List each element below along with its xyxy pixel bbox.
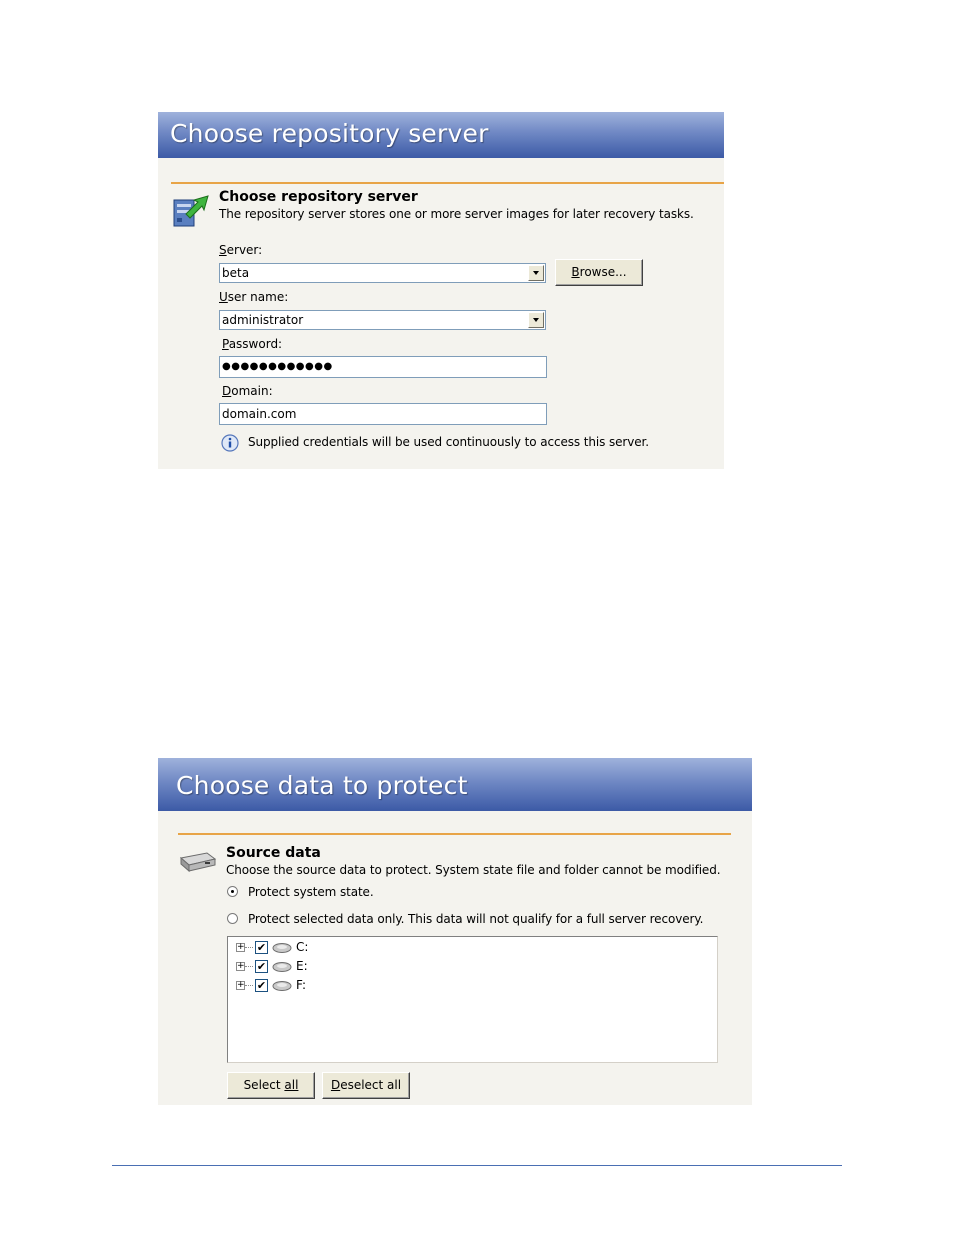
page-footer-rule xyxy=(112,1165,842,1166)
radio-system-state[interactable] xyxy=(227,886,238,897)
domain-label xyxy=(222,384,273,398)
domain-label-key: D xyxy=(222,384,232,398)
repository-server-panel xyxy=(158,112,724,469)
section-divider xyxy=(171,182,724,184)
expand-icon[interactable]: + xyxy=(237,961,245,971)
drive-icon xyxy=(272,980,292,992)
domain-label-rest: omain: xyxy=(231,384,273,398)
password-label-rest: assword: xyxy=(228,337,283,351)
section-divider xyxy=(178,833,731,835)
drive-tree[interactable] xyxy=(227,936,718,1063)
section-heading: Choose repository server xyxy=(219,189,418,205)
server-value: beta xyxy=(222,266,250,280)
checkbox-e[interactable]: ✔ xyxy=(256,960,267,973)
tree-connector xyxy=(245,985,253,986)
browse-button[interactable] xyxy=(555,259,643,286)
server-dropdown-button[interactable] xyxy=(528,265,544,281)
banner xyxy=(158,758,752,811)
browse-button-key: B xyxy=(571,265,580,279)
banner-title: Choose data to protect xyxy=(176,771,468,800)
deselect-all-button[interactable] xyxy=(322,1072,410,1099)
browse-button-rest: rowse... xyxy=(579,265,627,279)
banner-title: Choose repository server xyxy=(170,119,489,148)
tree-connector xyxy=(245,966,253,967)
select-all-key: all xyxy=(284,1078,299,1092)
select-all-button[interactable] xyxy=(227,1072,315,1099)
radio-selected-data-label: Protect selected data only. This data will not qualify for a full server recovery. xyxy=(248,912,704,926)
server-icon xyxy=(172,192,210,230)
server-label xyxy=(219,243,262,257)
checkbox-f[interactable]: ✔ xyxy=(256,979,267,992)
section-heading: Source data xyxy=(226,845,321,861)
password-label-key: P xyxy=(222,337,229,351)
server-label-rest: erver: xyxy=(226,243,263,257)
server-label-key: S xyxy=(219,243,227,257)
drive-label-c: C: xyxy=(296,940,309,954)
domain-value: domain.com xyxy=(222,407,297,421)
username-combobox[interactable] xyxy=(219,310,546,330)
deselect-all-key: D xyxy=(330,1078,341,1092)
info-icon xyxy=(220,433,240,453)
tree-row-f[interactable] xyxy=(236,977,436,995)
radio-system-state-label: Protect system state. xyxy=(248,885,374,899)
username-label-key: U xyxy=(219,290,228,304)
deselect-all-rest: eselect all xyxy=(340,1078,402,1092)
section-description: Choose the source data to protect. System state file and folder cannot be modified. xyxy=(226,863,721,877)
password-label xyxy=(222,337,282,351)
username-value: administrator xyxy=(222,313,304,327)
password-field[interactable] xyxy=(219,356,547,378)
data-protect-panel xyxy=(158,758,752,1105)
chevron-down-icon xyxy=(533,271,539,275)
section-description: The repository server stores one or more server images for later recovery tasks. xyxy=(219,207,694,221)
drive-label-f: F: xyxy=(296,978,307,992)
expand-icon[interactable]: + xyxy=(237,980,245,990)
username-label xyxy=(219,290,288,304)
hard-drive-icon xyxy=(177,850,217,874)
tree-connector xyxy=(245,947,253,948)
username-label-rest: ser name: xyxy=(227,290,289,304)
chevron-down-icon xyxy=(533,318,539,322)
drive-label-e: E: xyxy=(296,959,308,973)
server-combobox[interactable] xyxy=(219,263,546,283)
tree-row-e[interactable] xyxy=(236,958,436,976)
radio-selected-data[interactable] xyxy=(227,913,238,924)
domain-field[interactable] xyxy=(219,403,547,425)
checkbox-c[interactable]: ✔ xyxy=(256,941,267,954)
password-value: ●●●●●●●●●●●● xyxy=(222,361,333,372)
drive-icon xyxy=(272,942,292,954)
drive-icon xyxy=(272,961,292,973)
banner xyxy=(158,112,724,158)
info-text: Supplied credentials will be used continuously to access this server. xyxy=(248,435,649,449)
select-all-rest: Select xyxy=(243,1078,285,1092)
expand-icon[interactable]: + xyxy=(237,942,245,952)
tree-row-c[interactable] xyxy=(236,939,436,957)
username-dropdown-button[interactable] xyxy=(528,312,544,328)
